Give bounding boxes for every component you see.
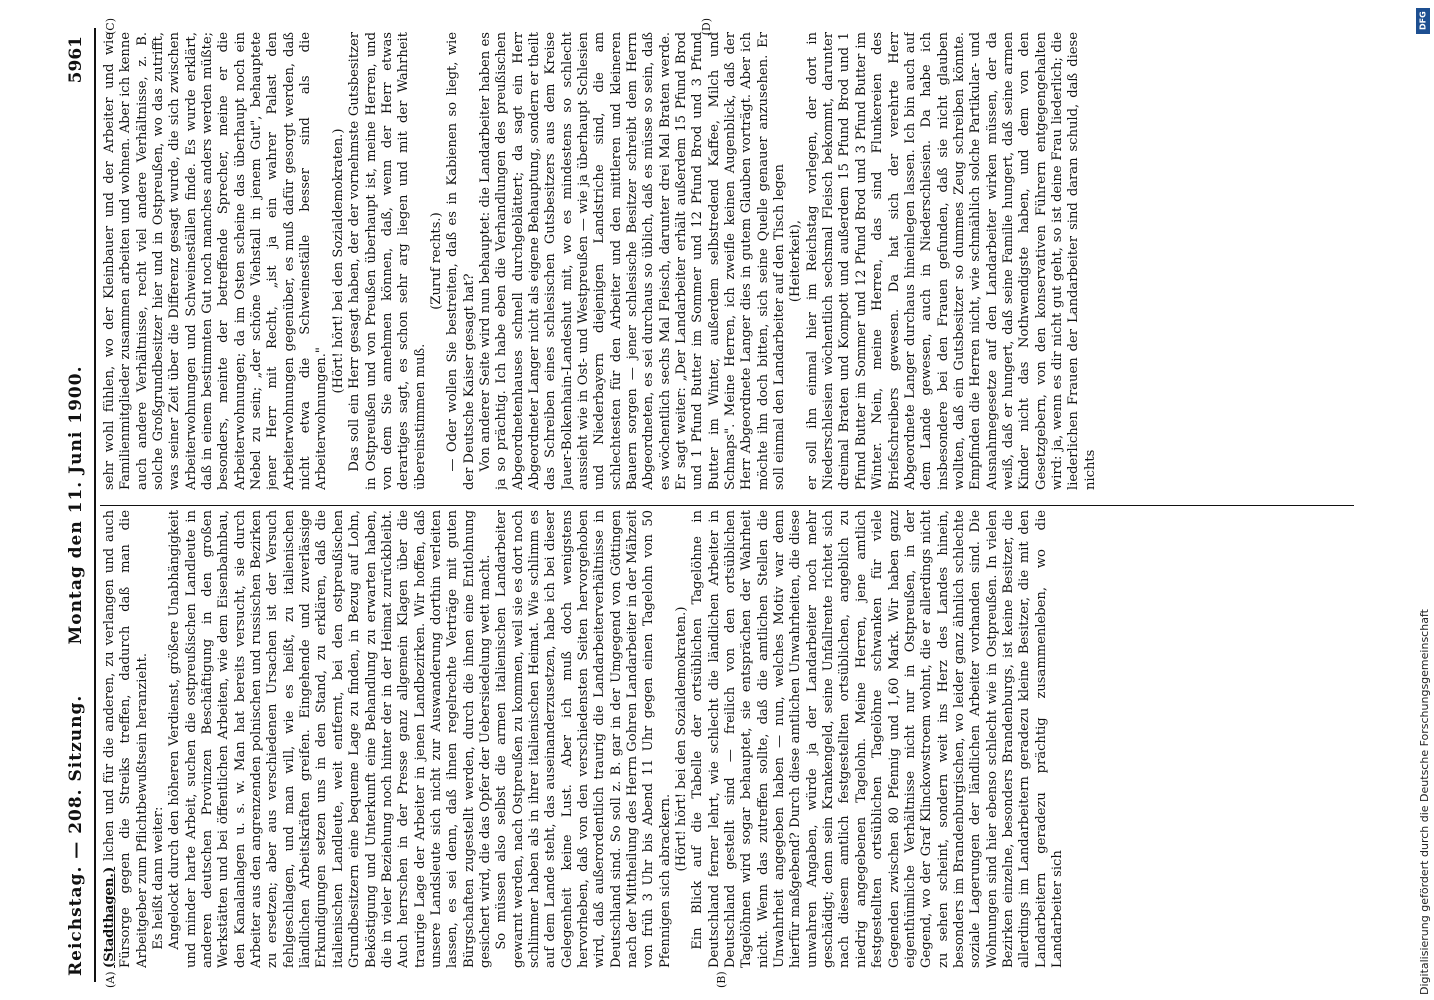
speaker-label: (Stadthagen.) (102, 866, 117, 968)
paragraph: Es heißt dann weiter: (151, 806, 167, 950)
paragraph: sehr wohl fühlen, wo der Kleinbauer und der Arbeiter und wie Familienmitglieder zusammen arbeiten und wohnen. Aber ich kenne auch andere Verhältnisse, recht viel andere Verhältnisse, z. B. solche Großgrundbesitzer hier und in Ostpreußen, wo das zutrifft, was seiner Zeit über die Differenz gesagt wurde, die sich zwischen Arbeiterwohnungen und Schweineställen finde. Es wurde erklärt, daß in einem bestimmten Gut noch manches anders werden müßte; besonders, meinte der betreffende Sprecher, meine er die Arbeiterwohnungen; da im Osten scheine das überhaupt noch ein Nebel zu sein; „der schöne Viehstall in jenem Gut", behauptete jener Herr mit Recht, „ist ja ein wahrer Palast den Arbeiterwohnungen gegenüber, es muß dafür gesorgt werden, daß nicht etwa die Schweineställe besser sind als die Arbeiterwohnungen." (102, 32, 330, 490)
margin-marker-d: (D) (700, 18, 713, 36)
digitization-credit: Digitalisierung gefördert durch die Deutsche Forschungsgemeinschaft (1418, 609, 1431, 995)
paragraph: lichen und für die anderen, zu verlangen und auch Fürsorge gegen die Streiks treffen, dadurch daß man die Arbeitgeber zum Pflichtbewußtsein heranzieht. (102, 510, 150, 968)
paragraph: Ein Blick auf die Tabelle der ortsüblichen Tagelöhne in Deutschland ferner lehrt, wie schlecht die ländlichen Arbeiter in Deutschland gestellt sind — freilich von den ortsüblichen Tagelöhnen wird sogar behauptet, sie entsprächen der Wahrheit nicht. Wenn das zutreffen sollte, daß die amtlichen Stellen die Unwahrheit angegeben haben — nun, welches Motiv war denn hierfür maßgebend? Durch diese amtlichen Unwahrheiten, die diese unwahren Angaben, würde ja der Landarbeiter noch mehr geschädigt; denn sein Krankengeld, seine Unfallrente richtet sich nach diesem amtlich festgestellten ortsüblichen, angeblich zu niedrig angegebenen Tagelohn. Meine Herren, jene amtlich festgestellten ortsüblichen Tagelöhne schwanken für viele Gegenden zwischen 80 Pfennig und 1,60 Mark. Wir haben ganz eigenthümliche Verhältnisse nicht nur in Ostpreußen, in der Gegend, wo der Graf Klinckowstroem wohnt, die er allerdings nicht zu sehen scheint, sondern weit ins Herz des Landes hinein, besonders im Brandenburgischen, wo leider ganz ähnlich schlechte soziale Lagerungen der ländlichen Arbeiter vorhanden sind. Die Wohnungen sind hier ebenso schlecht wie in Ostpreußen. In vielen Bezirken einzelne, besonders Brandenburgs, ist keine Besitzer, die allerdings im Landarbeitern geradezu kleine Besitzer, die mit den Landarbeitern geradezu prächtig zusammenleben, wo die Landarbeiter sich (690, 510, 1065, 968)
interjection: (Zuruf rechts.) (428, 212, 444, 310)
interjection: (Heiterkeit), (788, 219, 804, 303)
interjection: (Hört! hört! bei den Sozialdemokraten.) (330, 128, 346, 394)
page-header (60, 28, 96, 982)
page-number: 5961 (66, 36, 86, 84)
header-session-title: Reichstag. — 208. Sitzung. (66, 694, 86, 976)
margin-marker-c: (C) (104, 18, 117, 35)
rotated-document-page (60, 20, 1360, 990)
right-text-column (102, 32, 1356, 490)
paragraph: So müssen also selbst die armen italienischen Landarbeiter gewarnt werden, nach Ostpreußen zu kommen, weil sie es dort noch schlimmer haben als in ihrer italienischen Heimat. Wie schlimm es auf dem Lande steht, das auseinanderzusetzen, habe ich bei dieser Gelegenheit keine Lust. Aber ich muß doch wenigstens hervorheben, daß von den verschiedensten Seiten hervorgehoben wird, daß außerordentlich traurig die Landarbeiterverhältnisse in Deutschland sind. So soll z. B. gar in der Umgegend von Göttingen nach der Mittheilung des Herrn Gohren Landarbeiter in der Mähzeit von früh 3 Uhr bis Abend 11 Uhr gegen einen Tagelohn von 50 Pfennigen sich abrackern. (494, 510, 673, 968)
margin-marker-a: (A) (104, 971, 117, 988)
dfg-logo-icon: DFG (1416, 8, 1430, 34)
paragraph: er soll ihn einmal hier im Reichstag vorlegen, der dort in Niederschlesien wöchentlich sechsmal Fleisch bekommt, darunter dreimal Braten und Kompott und außerdem 15 Pfund Brod und 1 Pfund Butter im Sommer und 12 Pfund Brod und 3 Pfund Butter im Winter. Nein, meine Herren, das sind Flunkereien des Briefschreibers gewesen. Da hat sich der verehrte Herr Abgeordnete Langer durchaus hineinlegen lassen. Ich bin auch auf dem Lande gewesen, auch in Niederschlesien. Da habe ich insbesondere bei den Frauen gefunden, daß sie nicht glauben wollten, daß ein Gutsbesitzer so dummes Zeug schreiben könnte. Empfinden die Herren nicht, wie schmählich solche Partikular- und Ausnahmegesetze auf den Landarbeiter wirken müssen, der da weiß, daß er hungert, daß seine Familie hungert, daß seine armen Kinder nicht das Nothwendigste haben, und dem von den Gesetzgebern, von den konservativen Führern entgegengehalten wird: ja, wenn es dir nicht gut geht, so ist deine Frau liederlich; die liederlichen Frauen der Landarbeiter sind daran schuld, daß diese nichts (804, 32, 1098, 490)
header-date: Montag den 11. Juni 1900. (66, 365, 86, 645)
interjection: (Hört! hört! bei den Sozialdemokraten.) (674, 606, 690, 872)
column-divider (100, 505, 1354, 506)
margin-marker-b: (B) (715, 971, 728, 988)
left-text-column (102, 510, 1356, 968)
paragraph: Von anderer Seite wird nun behauptet: die Landarbeiter haben es ja so prächtig. Ich habe eben die Verhandlungen des preußischen Abgeordnetenhauses schnell durchgeblättert; da sagt ein Herr Abgeordneter Langer nicht als eigene Behauptung, sondern er theilt das Schreiben eines schlesischen Gutsbesitzers aus dem Kreise Jauer-Bolkenhain-Landeshut mit, wo es mindestens so schlecht aussieht wie in Ost- und Westpreußen — wie ja überhaupt Schlesien und Niederbayern diejenigen Landstriche sind, die am schlechtesten für den Arbeiter und den mittleren und kleineren Bauern sorgen — jener schlesische Besitzer schreibt dem Herrn Abgeordneten, es sei durchaus so üblich, daß es müsse so sein, daß es wöchentlich sechs Mal Fleisch, darunter drei Mal Braten werde. Er sagt weiter: „Der Landarbeiter erhält außerdem 15 Pfund Brod und 1 Pfund Butter im Sommer und 12 Pfund Brod und 3 Pfund Butter im Winter, außerdem selbstredend Kaffee, Milch und Schnaps". Meine Herren, ich zweifle keinen Augenblick, daß der Herr Abgeordnete Langer dies in gutem Glauben vorträgt. Aber ich möchte ihn doch bitten, sich seine Quelle genauer anzusehen. Er soll einmal den Landarbeiter auf den Tisch legen (477, 32, 788, 490)
paragraph: Das soll ein Herr gesagt haben, der der vornehmste Gutsbesitzer in Ostpreußen und von Preußen überhaupt ist, meine Herren, und von dem Sie annehmen können, daß, wenn der Herr etwas derartiges sagt, es schon sehr arg liegen und mit der Wahrheit übereinstimmen muß. (347, 32, 428, 490)
paragraph: — Oder wollen Sie bestreiten, daß es in Kabienen so liegt, wie der Deutsche Kaiser gesagt hat? (445, 32, 477, 490)
quoted-paragraph: Angelockt durch den höheren Verdienst, größere Unabhängigkeit und minder harte Arbeit, suchen die ostpreußischen Landleute in anderen deutschen Provinzen Beschäftigung in den großen Werkstätten und bei öffentlichen Arbeiten, wie dem Eisenbahnbau, den Kanalanlagen u. s. w. Man hat bereits versucht, sie durch Arbeiter aus den angrenzenden polnischen und russischen Bezirken zu ersetzen; aber aus verschiedenen Ursachen ist der Versuch fehlgeschlagen, und man will, wie es heißt, zu italienischen ländlichen Arbeitskräften greifen. Eingehende und zuverlässige Erkundigungen setzen uns in den Stand, zu erklären, daß die italienischen Landleute, weit entfernt, bei den ostpreußischen Grundbesitzern eine bequeme Lage zu finden, in Bezug auf Lohn, Beköstigung und Unterkunft eine Behandlung zu erwarten haben, die in vieler Beziehung noch hinter der in der Heimat zurückbleibt. Auch herrschen in der Presse ganz allgemein Klagen über die traurige Lage der Arbeiter in jenen Landbezirken. Wir hoffen, daß unsere Landsleute sich nicht zur Auswanderung dorthin verleiten lassen, es sei denn, daß ihnen regelrechte Verträge mit guten Bürgschaften zugestellt werden, durch die ihnen eine Entlohnung gesichert wird, die das Opfer der Uebersiedelung wett macht. (167, 510, 493, 968)
